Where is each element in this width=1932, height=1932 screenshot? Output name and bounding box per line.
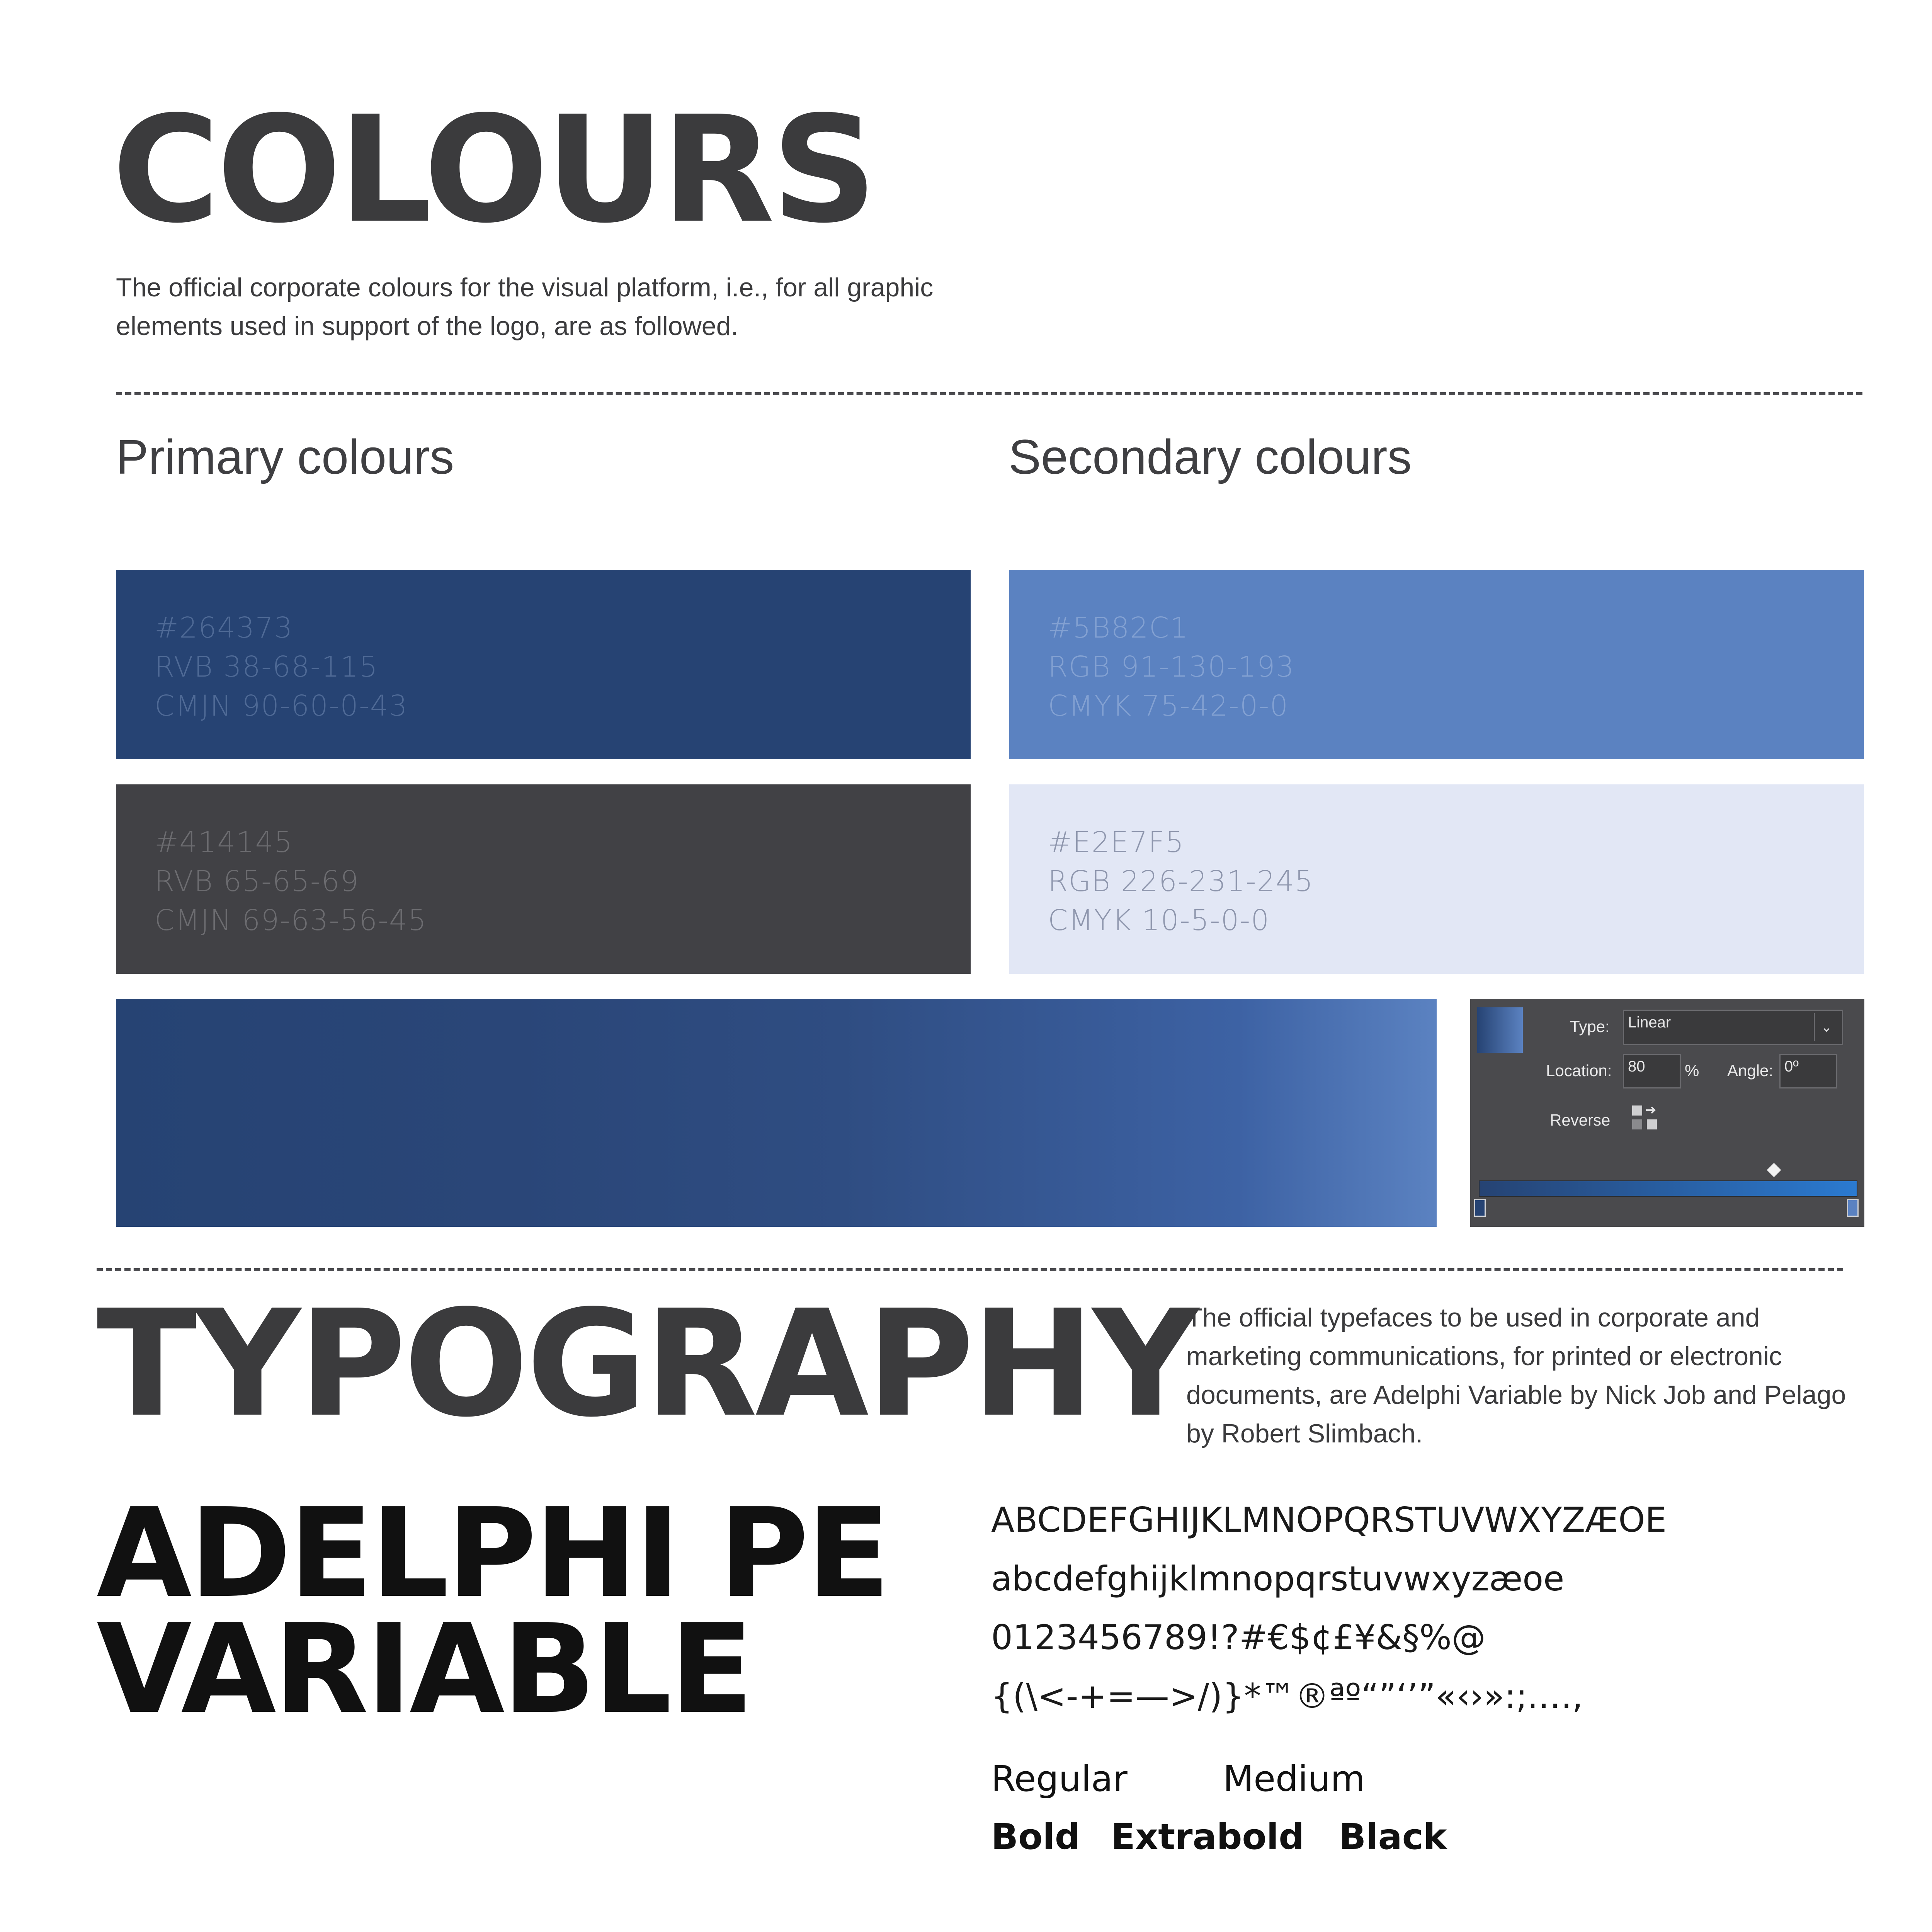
typography-intro-line-3: documents, are Adelphi Variable by Nick Job and Pelago [1186,1380,1846,1410]
gradient-settings-panel [1470,999,1864,1227]
swatch-cmyk: CMJN 90-60-0-43 [155,689,408,723]
swatch-hex: #264373 [155,611,293,645]
colours-title: COLOURS [112,84,874,255]
gradient-preview-thumbnail [1477,1007,1523,1053]
colours-intro-line-1: The official corporate colours for the visual platform, i.e., for all graphic [116,273,934,302]
swatch-hex: #414145 [155,826,293,859]
swatch-hex: #E2E7F5 [1048,826,1185,859]
typography-intro-line-1: The official typefaces to be used in corporate and [1186,1303,1760,1332]
angle-input[interactable]: 0º [1779,1054,1837,1088]
swatch-primary-blue [116,570,971,759]
gradient-slider-track[interactable] [1479,1180,1857,1197]
secondary-colours-heading: Secondary colours [1009,430,1412,484]
adelphi-specimen [991,1491,1667,1726]
adelphi-uppercase: ABCDEFGHIJKLMNOPQRSTUVWXYZÆOE [991,1500,1667,1540]
swatch-rgb: RVB 38-68-115 [155,650,378,684]
swatch-rgb: RGB 91-130-193 [1048,650,1295,684]
angle-label: Angle: [1727,1061,1774,1080]
typography-intro-line-2: marketing communications, for printed or electronic [1186,1342,1782,1371]
swatch-cmyk: CMYK 10-5-0-0 [1048,904,1270,937]
colours-intro [116,268,1043,345]
swatch-primary-grey [116,784,971,974]
colours-intro-line-2: elements used in support of the logo, are as followed. [116,311,738,341]
chevron-down-icon: ⌄ [1814,1013,1838,1041]
adelphi-symbols: {(\<-+=—>/)}*™®ªº“”‘’”«‹›»:;.…, [991,1676,1583,1716]
swatch-rgb: RVB 65-65-69 [155,865,359,898]
reverse-label: Reverse [1550,1111,1611,1129]
adelphi-name-line-1: ADELPHI PE [97,1482,888,1625]
type-select[interactable] [1623,1010,1843,1045]
adelphi-lowercase: abcdefghijklmnopqrstuvwxyzæoe [991,1559,1565,1599]
adelphi-weight-bold: Bold [991,1816,1080,1857]
adelphi-weight-black: Black [1339,1816,1447,1857]
adelphi-weight-medium: Medium [1223,1758,1365,1799]
swatch-secondary-light [1009,784,1864,974]
swatch-hex: #5B82C1 [1048,611,1189,645]
divider-typography [97,1268,1843,1271]
type-select-value: Linear [1628,1014,1671,1031]
gradient-stop-left[interactable] [1474,1199,1486,1217]
location-label: Location: [1546,1061,1612,1080]
adelphi-figures: 0123456789!?#€$¢£¥&§%@ [991,1617,1486,1657]
primary-colours-heading: Primary colours [116,430,454,484]
type-label: Type: [1570,1017,1610,1036]
swatch-cmyk: CMJN 69-63-56-45 [155,904,427,937]
adelphi-weight-regular: Regular [991,1758,1128,1799]
typography-intro-line-4: by Robert Slimbach. [1186,1419,1423,1448]
swatch-rgb: RGB 226-231-245 [1048,865,1314,898]
swatch-cmyk: CMYK 75-42-0-0 [1048,689,1289,723]
gradient-swatch [116,999,1437,1227]
gradient-stop-right[interactable] [1847,1199,1859,1217]
percent-label: % [1685,1061,1699,1080]
swatch-secondary-blue [1009,570,1864,759]
reverse-gradient-icon[interactable] [1631,1104,1658,1132]
gradient-stop-midpoint[interactable] [1767,1163,1781,1177]
typography-title: TYPOGRAPHY [97,1278,1197,1449]
typography-intro [1186,1298,1882,1453]
location-input[interactable]: 80 [1623,1054,1681,1088]
adelphi-weight-extrabold: Extrabold [1111,1816,1304,1857]
divider-colours [116,392,1862,395]
adelphi-name-line-2: VARIABLE [97,1598,752,1741]
adelphi-name [97,1482,888,1741]
